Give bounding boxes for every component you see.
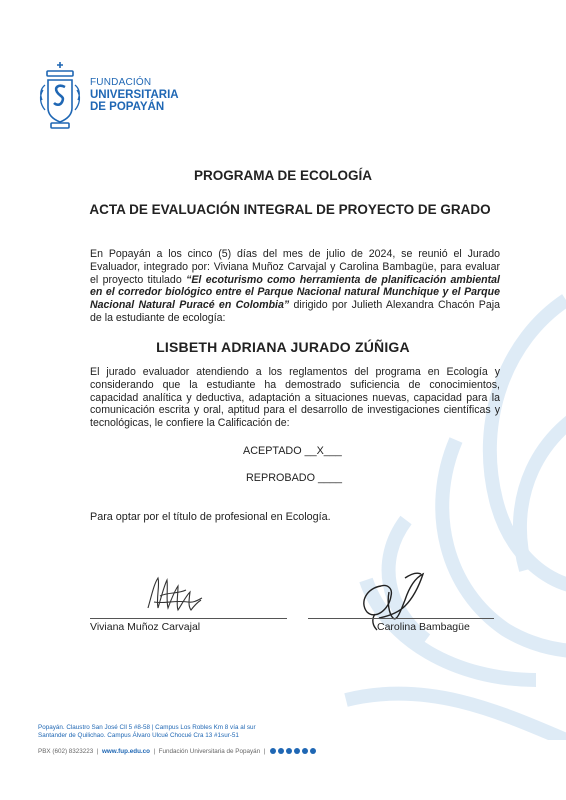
signature-left-icon [140, 568, 210, 620]
institution-line3: DE POPAYÁN [90, 100, 165, 113]
footer-website-link[interactable]: www.fup.edu.co [101, 748, 151, 755]
degree-statement: Para optar por el título de profesional en Ecología. [90, 511, 331, 523]
meeting-outro: dirigido por Julieth Alexandra Chacón Paja de la estudiante de ecología: [90, 299, 500, 324]
grade-rejected: REPROBADO ____ [246, 472, 343, 484]
meeting-intro: En Popayán a los cinco (5) días del mes de julio de 2024, se reunió el Jurado Evaluador, integrado por: Viviana Muñoz Carvajal y Carolina Bambagüe, para evaluar el proyecto titulado [90, 248, 500, 286]
footer-phone: PBX (602) 8323223 [38, 748, 94, 755]
program-title: PROGRAMA DE ECOLOGÍA [193, 168, 372, 183]
footer-social-name: Fundación Universitaria de Popayán [158, 748, 261, 755]
linkedin-icon[interactable] [310, 748, 316, 754]
whatsapp-icon[interactable] [302, 748, 308, 754]
instagram-icon[interactable] [278, 748, 284, 754]
signature-line-left [90, 618, 287, 619]
footer-contact: PBX (602) 8323223 | www.fup.edu.co | Fundación Universitaria de Popayán | [38, 748, 316, 755]
signer-right-name: Carolina Bambagüe [377, 621, 470, 633]
footer-address-santander: Santander de Quilichao. Campus Álvaro Ulcué Chocué Cra 13 #1sur-51 [38, 732, 239, 739]
signature-line-right [308, 618, 494, 619]
evaluation-paragraph: El jurado evaluador atendiendo a los reglamentos del programa en Ecología y considerando que la estudiante ha demostrado suficiencia de conocimientos, capacidad analítica y deductiva, adaptación a situaciones nuevas, capacidad para la comunicación escrita y oral, aptitud para el desarrollo de investigaciones científicas y tecnológicas, le confiere la Calificación de: [90, 366, 500, 430]
student-name: LISBETH ADRIANA JURADO ZÚÑIGA [156, 339, 410, 355]
youtube-icon[interactable] [294, 748, 300, 754]
grade-accepted: ACEPTADO __X___ [243, 445, 342, 457]
institution-logo-icon [38, 60, 82, 130]
x-icon[interactable] [286, 748, 292, 754]
facebook-icon[interactable] [270, 748, 276, 754]
footer-address-popayan: Popayán. Claustro San José Cll 5 #8-58 | Campus Los Robles Km 8 vía al sur [38, 724, 256, 731]
signer-left-name: Viviana Muñoz Carvajal [90, 621, 201, 633]
institution-name [90, 78, 179, 113]
institution-line2: UNIVERSITARIA [90, 88, 179, 101]
institution-line1: FUNDACIÓN [90, 77, 152, 88]
document-title: ACTA DE EVALUACIÓN INTEGRAL DE PROYECTO DE GRADO [89, 202, 491, 217]
social-icons [270, 748, 316, 754]
meeting-paragraph [90, 248, 500, 325]
project-title: “El ecoturismo como herramienta de planificación ambiental en el corredor biológico entre el Parque Nacional natural Munchique y el Parque Nacional Natural Puracé en Colombia” [90, 273, 500, 312]
